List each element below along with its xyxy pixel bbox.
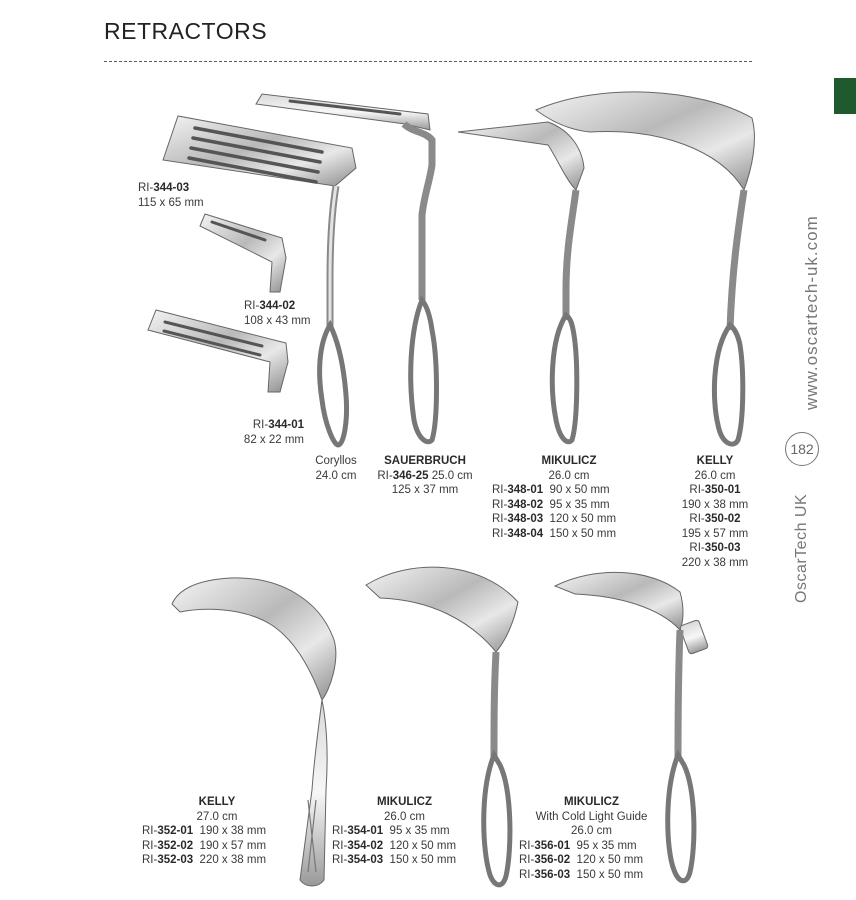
product-label-344-01: RI-344-01 82 x 22 mm <box>243 419 304 446</box>
product-label-sauerbruch: SAUERBRUCH RI-346-25 25.0 cm 125 x 37 mm <box>377 455 473 496</box>
product-label-mikulicz-356: MIKULICZ With Cold Light Guide 26.0 cm RI-356-01 95 x 35 mm RI-356-02 120 x 50 mm RI-356-03 150 x 50 mm <box>519 796 648 881</box>
page-title: RETRACTORS <box>104 18 268 44</box>
retractor-blade-344-03-image <box>163 116 356 186</box>
product-label-coryllos: Coryllos 24.0 cm <box>315 455 357 482</box>
variant-row: RI-348-04 150 x 50 mm <box>492 527 617 540</box>
variant-row: RI-348-03 120 x 50 mm <box>492 513 617 525</box>
variant-row: RI-348-02 95 x 35 mm <box>492 498 610 511</box>
product-label-344-03: RI-344-03 115 x 65 mm <box>138 182 204 209</box>
variant-row: RI-348-01 90 x 50 mm <box>492 484 610 496</box>
product-label-mikulicz-354: MIKULICZ 26.0 cm RI-354-01 95 x 35 mm RI-354-02 120 x 50 mm RI-354-03 150 x 50 mm <box>332 796 457 866</box>
coryllos-retractor-image <box>320 186 347 445</box>
product-label-kelly-352: KELLY 27.0 cm RI-352-01 190 x 38 mm RI-352-02 190 x 57 mm RI-352-03 220 x 38 mm <box>142 796 267 866</box>
page-number: 182 <box>785 432 819 466</box>
product-label-344-02: RI-344-02 108 x 43 mm <box>244 300 311 327</box>
side-brand-name: OscarTech UK <box>793 493 810 603</box>
retractor-blade-344-02-image <box>200 214 286 292</box>
product-label-mikulicz-348: MIKULICZ 26.0 cm RI-348-01 90 x 50 mm RI-348-02 95 x 35 mm RI-348-03 120 x 50 mm RI-348-04 150 x 50 mm <box>492 454 642 541</box>
mikulicz-348-retractor-image <box>458 122 584 442</box>
side-website-url: www.oscartech-uk.com <box>802 215 821 410</box>
product-label-kelly-350: KELLY 26.0 cm RI-350-01 190 x 38 mm RI-350-02 195 x 57 mm RI-350-03 220 x 38 mm <box>681 455 749 569</box>
